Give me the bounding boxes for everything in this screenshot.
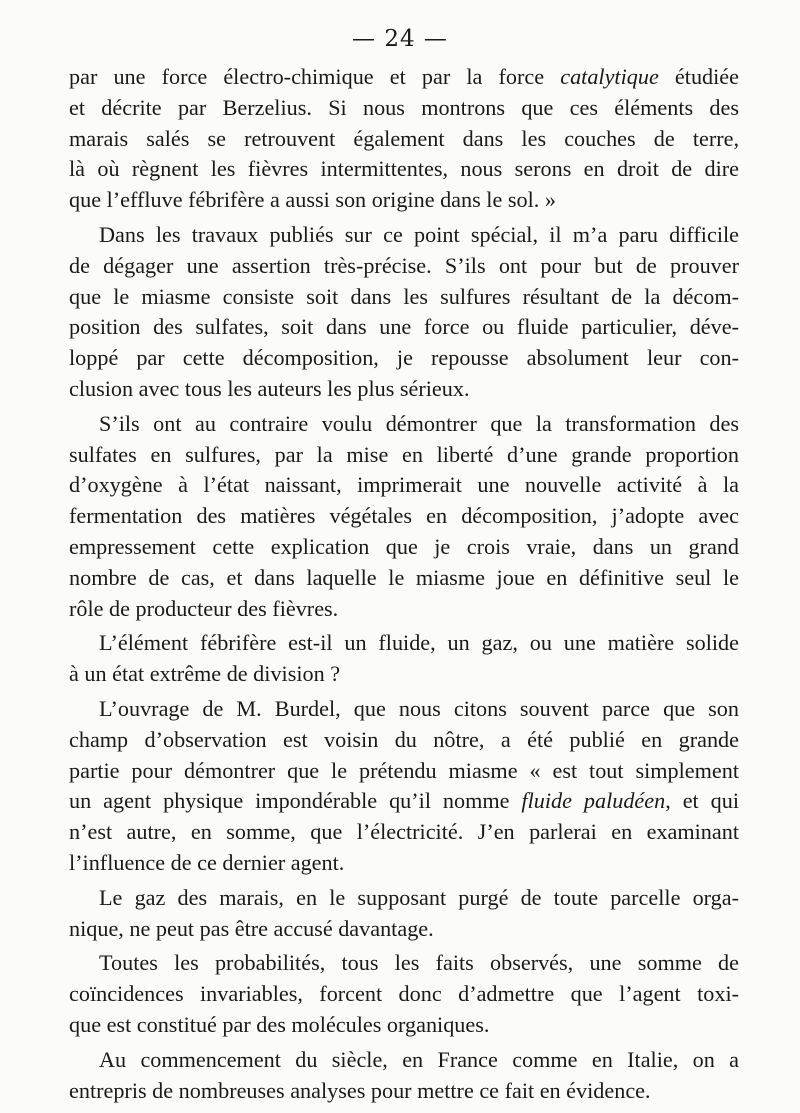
text-run: L’ouvrage de M. Burdel, que nous citons souvent parce que son — [99, 695, 739, 721]
italic-text: catalytique — [560, 64, 659, 89]
text-run: Le gaz des marais, en le supposant purgé de toute parcelle orga- — [99, 884, 739, 910]
text-run: n’est autre, en somme, que l’électricité. J’en parlerai en examinant — [69, 819, 739, 845]
text-run: fermentation des matières végétales en décomposition, j’adopte avec — [69, 503, 739, 529]
text-run: de dégager une assertion très-précise. S’ils ont pour but de prouver — [69, 252, 739, 278]
text-run: L’élément fébrifère est-il un fluide, un gaz, ou une matière solide — [99, 630, 739, 656]
paragraph — [69, 409, 739, 625]
text-run: un agent physique impondérable qu’il nomme — [69, 788, 522, 814]
text-run: que le miasme consiste soit dans les sulfures résultant de la décom- — [69, 283, 739, 309]
text-line — [69, 979, 739, 1010]
text-line — [69, 93, 739, 124]
text-line — [69, 694, 739, 725]
text-line — [69, 312, 739, 343]
body-text — [69, 62, 739, 1110]
text-run: rôle de producteur des fièvres. — [69, 595, 339, 621]
paragraph — [69, 62, 739, 216]
text-line — [69, 185, 739, 216]
text-line — [69, 374, 739, 405]
text-line — [69, 725, 739, 756]
text-line — [69, 883, 739, 914]
text-line — [69, 62, 739, 93]
text-run: , et qui — [665, 788, 740, 814]
text-line — [69, 948, 739, 979]
text-line — [69, 124, 739, 155]
text-run: là où règnent les fièvres intermittentes, nous serons en droit de dire — [69, 156, 739, 182]
text-line — [69, 409, 739, 440]
text-run: empressement cette explication que je crois vraie, dans un grand — [69, 533, 739, 559]
text-run: à un état extrême de division ? — [69, 661, 341, 687]
text-line — [69, 1076, 739, 1107]
text-run: champ d’observation est voisin du nôtre, a été publié en grande — [69, 726, 739, 752]
paragraph — [69, 1045, 739, 1107]
text-line — [69, 220, 739, 251]
text-line — [69, 786, 739, 817]
text-line — [69, 470, 739, 501]
paragraph — [69, 628, 739, 690]
text-run: sulfates en sulfures, par la mise en liberté d’une grande proportion — [69, 441, 739, 467]
text-run: S’ils ont au contraire voulu démontrer que la transformation des — [99, 410, 739, 436]
text-line — [69, 282, 739, 313]
paragraph — [69, 883, 739, 945]
paragraph — [69, 694, 739, 879]
page-number: — 24 — — [352, 26, 448, 52]
text-run: clusion avec tous les auteurs les plus sérieux. — [69, 375, 470, 401]
paragraph — [69, 948, 739, 1040]
text-line — [69, 440, 739, 471]
text-run: nombre de cas, et dans laquelle le miasme joue en définitive seul le — [69, 564, 739, 590]
text-line — [69, 251, 739, 282]
text-run: position des sulfates, soit dans une force ou fluide particulier, déve- — [69, 314, 739, 340]
text-run: loppé par cette décomposition, je repousse absolument leur con- — [69, 345, 739, 371]
text-line — [69, 914, 739, 945]
text-line — [69, 628, 739, 659]
text-run: l’influence de ce dernier agent. — [69, 849, 345, 875]
text-line — [69, 756, 739, 787]
text-run: que l’effluve fébrifère a aussi son origine dans le sol. » — [69, 187, 556, 213]
text-line — [69, 532, 739, 563]
text-run: Au commencement du siècle, en France comme en Italie, on a — [99, 1046, 739, 1072]
text-line — [69, 594, 739, 625]
text-run: que est constitué par des molécules organiques. — [69, 1011, 490, 1037]
text-line — [69, 501, 739, 532]
text-run: étudiée — [658, 64, 739, 89]
italic-text: fluide paludéen — [521, 788, 666, 814]
text-line — [69, 1010, 739, 1041]
text-run: partie pour démontrer que le prétendu miasme « est tout simplement — [69, 757, 739, 783]
text-line — [69, 563, 739, 594]
text-run: d’oxygène à l’état naissant, imprimerait une nouvelle activité à la — [69, 472, 739, 498]
text-line — [69, 1045, 739, 1076]
text-run: et décrite par Berzelius. Si nous montrons que ces éléments des — [69, 94, 739, 120]
text-run: marais salés se retrouvent également dans les couches de terre, — [69, 125, 739, 151]
text-line — [69, 154, 739, 185]
text-run: par une force électro-chimique et par la force — [69, 64, 561, 89]
paragraph — [69, 220, 739, 405]
text-line — [69, 343, 739, 374]
text-line — [69, 848, 739, 879]
text-line — [69, 659, 739, 690]
text-run: entrepris de nombreuses analyses pour mettre ce fait en évidence. — [69, 1077, 651, 1103]
text-run: Dans les travaux publiés sur ce point spécial, il m’a paru difficile — [99, 221, 739, 247]
text-line — [69, 817, 739, 848]
text-run: nique, ne peut pas être accusé davantage. — [69, 915, 434, 941]
text-run: Toutes les probabilités, tous les faits observés, une somme de — [99, 950, 739, 976]
text-run: coïncidences invariables, forcent donc d’admettre que l’agent toxi- — [69, 981, 739, 1007]
